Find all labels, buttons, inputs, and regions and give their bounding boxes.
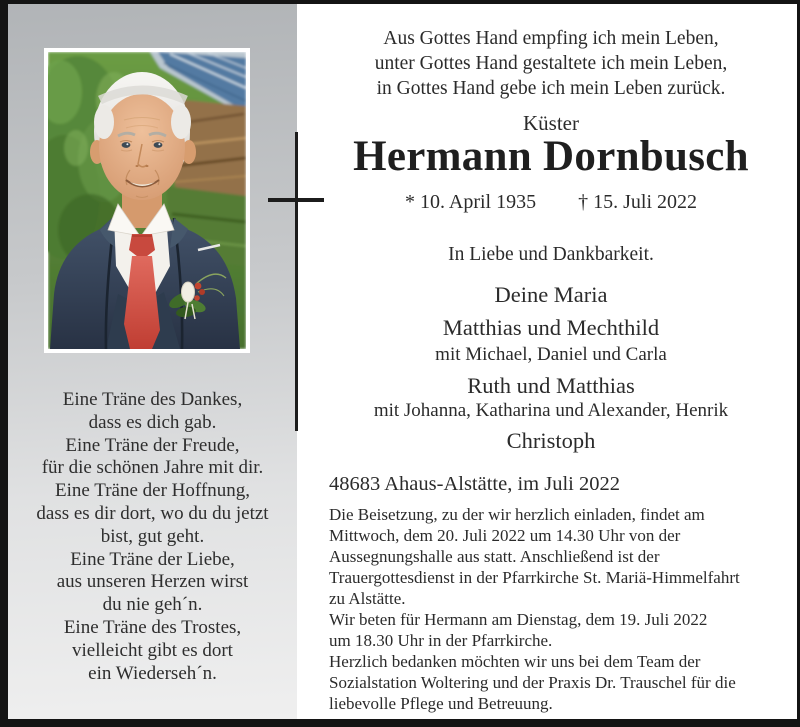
mourner-group-2: Matthias und Mechthild [442,315,660,340]
right-panel [297,4,797,719]
memorial-poem: Eine Träne des Dankes, dass es dich gab. Eine Träne der Freude, für die schönen Jahre mit dir. Eine Träne der Hoffnung, dass es dir dort, wo du du jetzt bist, gut geht. Eine Träne der Liebe, aus unseren Herzen wirst du nie geh´n. Eine Träne des Trostes, vielleicht gibt es dort ein Wiederseh´n. [36,389,269,684]
place-dateline: 48683 Ahaus-Alstätte, im Juli 2022 [329,473,620,495]
mourner-group-3: Ruth und Matthias [467,373,635,398]
mourner-group-4: Christoph [506,428,596,453]
mourner-group-1: Deine Maria [494,282,608,307]
portrait-photo-illustration [48,52,246,349]
portrait-photo [44,48,250,353]
deceased-name: Hermann Dornbusch [353,133,749,180]
mourner-group-2-children: mit Michael, Daniel und Carla [435,344,667,365]
cross-horizontal-bar [268,198,324,202]
life-dates [329,191,773,214]
mourner-group-3-children: mit Johanna, Katharina und Alexander, Henrik [373,400,729,421]
birth-date: * 10. April 1935 [404,191,537,213]
cross-vertical-bar [295,132,298,431]
deceased-role: Küster [523,111,579,135]
left-panel [8,4,297,719]
epigraph: Aus Gottes Hand empfing ich mein Leben, unter Gottes Hand gestaltete ich mein Leben, in Gottes Hand gebe ich mein Leben zurück. [374,28,728,99]
funeral-notice: Die Beisetzung, zu der wir herzlich einladen, findet am Mittwoch, dem 20. Juli 2022 um 14.30 Uhr von der Aussegnungshalle aus statt. Anschließend ist der Trauergottesdienst in der Pfarrkirche St. Mariä-Himmelfahrt zu Alstätte. Wir beten für Hermann am Dienstag, dem 19. Juli 2022 um 18.30 Uhr in der Pfarrkirche. Herzlich bedanken möchten wir uns bei dem Team der Sozialstation Woltering und der Praxis Dr. Trauschel für die liebevolle Pflege und Betreuung. [329,505,740,713]
death-date: † 15. Juli 2022 [578,191,698,213]
tribute-line: In Liebe und Dankbarkeit. [448,244,654,265]
